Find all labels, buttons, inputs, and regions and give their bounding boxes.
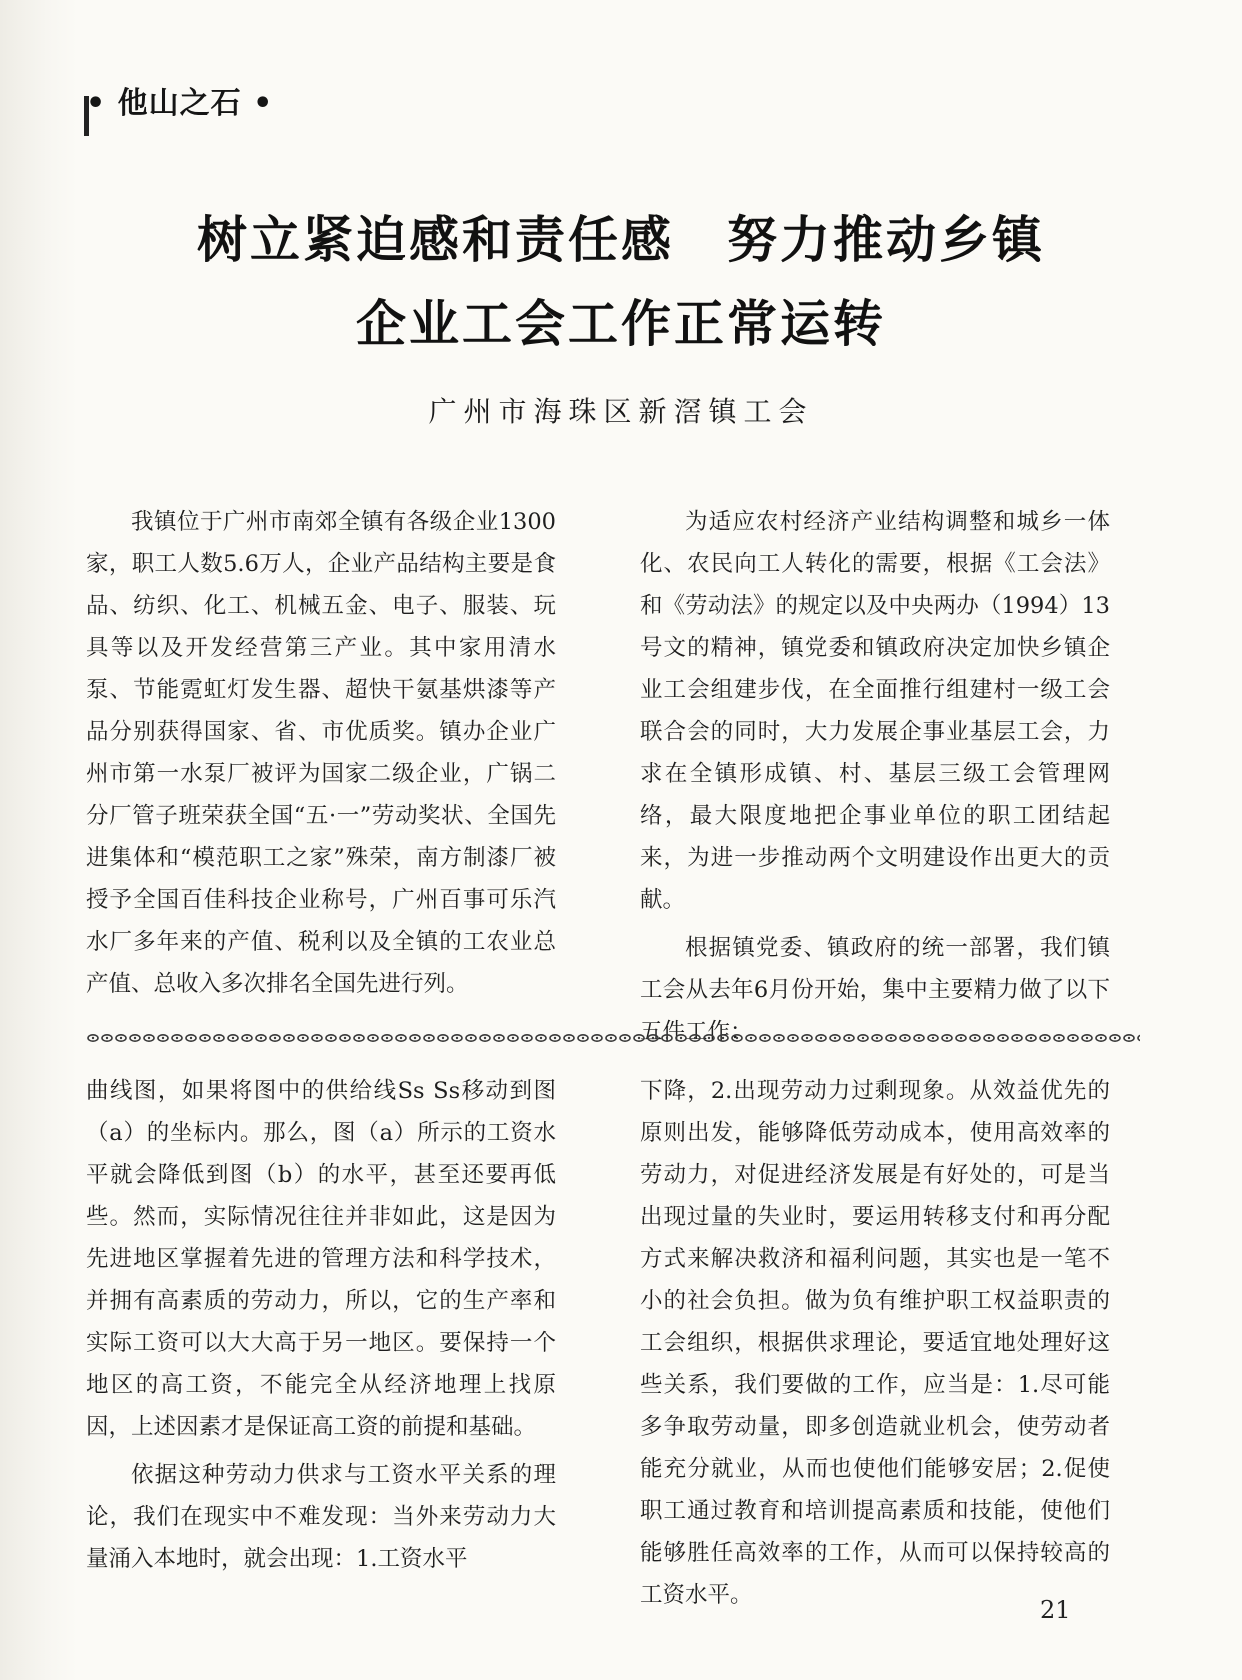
article-author: 广州市海珠区新滘镇工会	[428, 395, 814, 428]
paragraph: 我镇位于广州市南郊全镇有各级企业1300家，职工人数5.6万人，企业产品结构主要是食品、纺织、化工、机械五金、电子、服装、玩具等以及开发经营第三产业。其中家用清水泵、节能霓虹灯发生器、超快干氨基烘漆等产品分别获得国家、省、市优质奖。镇办企业广州市第一水泵厂被评为国家二级企业，广锅二分厂管子班荣获全国“五·一”劳动奖状、全国先进集体和“模范职工之家”殊荣，南方制漆厂被授予全国百佳科技企业称号，广州百事可乐汽水厂多年来的产值、税利以及全镇的工农业总产值、总收入多次排名全国先进行列。	[86, 509, 556, 997]
lower-right-column	[640, 1070, 1110, 1608]
ornamental-divider	[86, 1031, 1140, 1045]
paragraph: 根据镇党委、镇政府的统一部署，我们镇工会从去年6月份开始，集中主要精力做了以下	[640, 935, 1110, 1003]
paragraph: 曲线图，如果将图中的供给线Ss Ss移动到图（a）的坐标内。那么，图（a）所示的工资水平就会降低到图（b）的水平，甚至还要再低些。然而，实际情况往往并非如此，这是因为先进地区掌握着先进的管理方法和科学技术，并拥有高素质的劳动力，所以，它的生产率和实际工资可以大大高于另一地区。要保持一个地区的高工资，不能完全从经济地理上找原因，上述因素才是保证高工资的前提和基础。	[86, 1078, 556, 1440]
page-number: 21	[1040, 1596, 1071, 1624]
paragraph: 为适应农村经济产业结构调整和城乡一体化、农民向工人转化的需要，根据《工会法》和《劳动法》的规定以及中央两办（1994）13号文的精神，镇党委和镇政府决定加快乡镇企业工会组建步伐，在全面推行组建村一级工会联合会的同时，大力发展企事业基层工会，力求在全镇形成镇、村、基层三级工会管理网络，最大限度地把企事业单位的职工团结起来，为进一步推动两个文明建设作出更大的贡献。	[640, 509, 1110, 913]
upper-right-column	[640, 501, 1110, 1003]
lower-left-column	[86, 1070, 556, 1590]
paragraph: 依据这种劳动力供求与工资水平关系的理论，我们在现实中不难发现：当外来劳动力大量涌入本地时，就会出现：1.工资水平	[86, 1462, 556, 1572]
article-title-line-1: 树立紧迫感和责任感 努力推动乡镇	[197, 211, 1045, 269]
paragraph: 下降，2.出现劳动力过剩现象。从效益优先的原则出发，能够降低劳动成本，使用高效率的劳动力，对促进经济发展是有好处的，可是当出现过量的失业时，要运用转移支付和再分配方式来解决救济和福利问题，其实也是一笔不小的社会负担。做为负有维护职工权益职责的工会组织，根据供求理论，要适宜地处理好这些关系，我们要做的工作，应当是：1.尽可能多争取劳动量，即多创造就业机会，使劳动者能充分就业，从而也使他们能够安居；2.促使职工通过教育和培训提高素质和技能，使他们能够胜任高效率的工作，从而可以保持较高的工资水平。	[640, 1078, 1110, 1608]
article-title-line-2: 企业工会工作正常运转	[356, 295, 886, 353]
upper-left-column	[86, 501, 556, 997]
section-tag: • 他山之石 •	[86, 86, 274, 121]
